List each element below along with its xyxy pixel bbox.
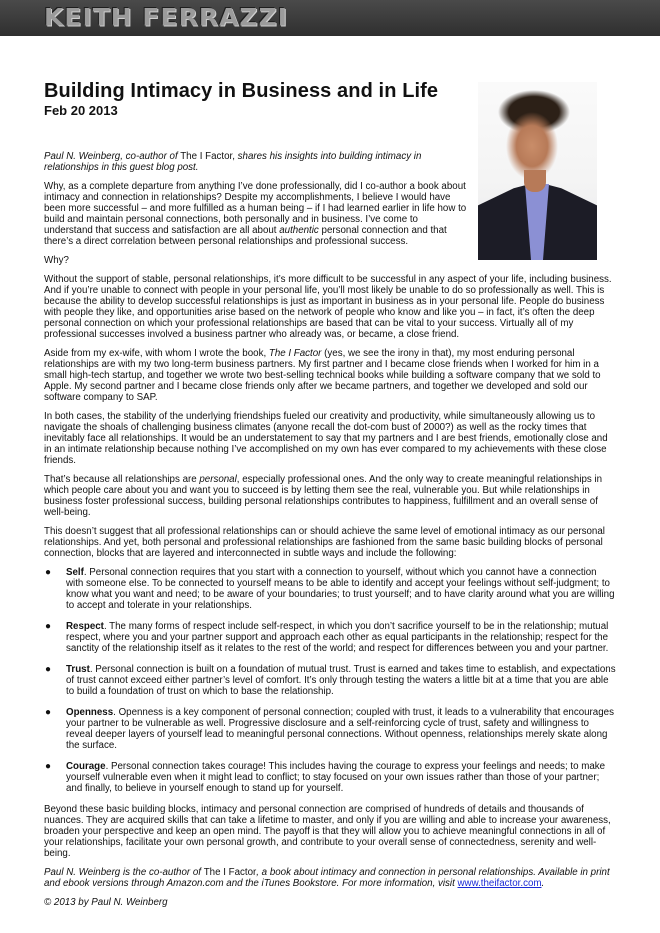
article-date: Feb 20 2013 xyxy=(44,103,118,118)
list-item-text: . The many forms of respect include self-respect, in which you don’t sacrifice yourself to be in the relationship; mutual respect, where you and your partner support and approach each other as equal participants in the relationship; respect for the sanctity of the relationship itself as it relates to the rest of the world; and respect for differences between you and your partner. xyxy=(66,621,609,654)
why-line: Why? xyxy=(44,255,69,266)
paragraph-1-text-b: personal connection and that there’s a direct correlation between personal relationships and professional success. xyxy=(44,225,447,247)
paragraph-7: Beyond these basic building blocks, intimacy and personal connection are comprised of hundreds of details and thousands of nuances. They are acquired skills that can take a lifetime to master, and only if you are willing and able to increase your awareness, broaden your perspective and keep an open mind. The payoff is that they will allow you to achieve meaningful connections in all of your relationships, facilitate your own personal growth, and contribute to your overall sense of connectedness, serenity and well-being. xyxy=(44,804,611,859)
building-blocks-list xyxy=(44,567,616,794)
paragraph-6: This doesn’t suggest that all professional relationships can or should achieve the same level of emotional intimacy as our personal relationships. And yet, both personal and professional relationships are fashioned from the same basic building blocks of personal connection, blocks that are layered and interconnected in subtle ways and include the following: xyxy=(44,526,605,559)
paragraph-4: In both cases, the stability of the underlying friendships fueled our creativity and productivity, while simultaneously allowing us to navigate the shoals of challenging business climates (anyone recall the dot-com bust of 2000?) as well as the rocky times that inevitably face all relationships. It would be an understatement to say that my partners and I are best friends, emotionally close and in an intimate relationship because nothing I’ve accomplished on my own has ever compared to my achievements with these close friends. xyxy=(44,411,608,466)
paragraph-3-text-b: (yes, we see the irony in that), my most enduring personal relationships are with my two long-term business partners. My first partner and I became close friends when I worked for him in a small high-tech startup, and together we wrote two best-selling technical books while building a software company that we sold to Apple. My second partner and I became close friends only after we became partners, and together we developed and sold our software company to SAP. xyxy=(44,348,601,403)
intro-book: The I Factor, xyxy=(177,151,235,162)
author-bio xyxy=(44,867,616,889)
list-item-text: . Openness is a key component of personal connection; coupled with trust, it leads to a vulnerability that encourages your partner to be vulnerable as well. Progressive disclosure and a self-reinforcing cycle of trust, safety and willingness to reveal deeper layers of yourself lead to meaningful personal connections. Without openness, relationships merely skate along the surface. xyxy=(66,707,614,751)
bullet-icon: ● xyxy=(45,567,52,578)
photo-neck xyxy=(524,170,546,192)
intro-rest: shares his insights into building intimacy in relationships in this guest blog post. xyxy=(44,151,422,173)
list-item xyxy=(44,621,616,654)
site-logo[interactable]: KEITH FERRAZZI xyxy=(44,3,288,32)
site-header xyxy=(0,0,660,36)
copyright-notice: © 2013 by Paul N. Weinberg xyxy=(44,897,168,908)
bullet-icon: ● xyxy=(45,761,52,772)
list-item xyxy=(44,664,616,697)
paragraph-5-text-a: That’s because all relationships are xyxy=(44,474,200,485)
list-item-text: . Personal connection is built on a foundation of mutual trust. Trust is earned and takes time to establish, and expectations of trust cannot exceed either partner’s level of comfort. It’s only through testing the waters a little bit at a time that you are able to build a foundation of trust on which to base the relationship. xyxy=(66,664,616,697)
list-item-term: Self xyxy=(66,567,84,578)
list-item xyxy=(44,567,616,611)
bio-text-b: , a book about intimacy and connection in personal relationships. Available in print and ebook versions through Amazon.com and the iTunes Bookstore. For more information, visit xyxy=(44,867,610,889)
bio-text-a: Paul N. Weinberg is the co-author of xyxy=(44,867,204,878)
bullet-icon: ● xyxy=(45,664,52,675)
list-item xyxy=(44,761,616,794)
intro-paragraph xyxy=(44,151,469,173)
paragraph-1 xyxy=(44,181,469,247)
bullet-icon: ● xyxy=(45,707,52,718)
list-item-term: Trust xyxy=(66,664,90,675)
list-item-term: Courage xyxy=(66,761,106,772)
paragraph-3-text-a: Aside from my ex-wife, with whom I wrote the book, xyxy=(44,348,269,359)
bio-book: The I Factor xyxy=(203,867,257,878)
paragraph-5-emphasis: personal xyxy=(199,474,237,485)
paragraph-3-emphasis: The I Factor xyxy=(268,348,322,359)
website-link[interactable]: www.theifactor.com xyxy=(457,878,542,889)
intro-author: Paul N. Weinberg, co-author of xyxy=(44,151,178,162)
paragraph-5 xyxy=(44,474,616,518)
title-block xyxy=(44,80,469,266)
bullet-icon: ● xyxy=(45,621,52,632)
article-title: Building Intimacy in Business and in Life xyxy=(44,80,439,102)
bio-text-c: . xyxy=(541,878,545,889)
list-item-term: Openness xyxy=(66,707,114,718)
paragraph-2: Without the support of stable, personal relationships, it’s more difficult to be successful in any aspect of your life, including business. And if you’re unable to connect with people in your personal life, you’ll most likely be unable to do so professionally as well. This is because the ability to develop successful relationships is just as important in business as in your personal life. People do business with people they like, and opportunities arise based on the network of people who know and like you – in fact, it’s often the deep personal connection on which your professional relationships are based that can be vital to your success. Virtually all of my professional successes involved a business partner who already was, or became, a close friend. xyxy=(44,274,612,340)
list-item-term: Respect xyxy=(66,621,104,632)
paragraph-3 xyxy=(44,348,616,403)
article xyxy=(44,80,616,908)
paragraph-5-text-b: , especially professional ones. And the only way to create meaningful relationships in which people care about you and want you to succeed is by letting them see the real, vulnerable you. But while relationships in business foster professional success, building personal relationships contributes to happiness, fulfillment and an overall sense of well-being. xyxy=(44,474,603,518)
author-photo xyxy=(478,82,597,260)
list-item-text: . Personal connection requires that you start with a connection to yourself, without which you cannot have a connection with someone else. To be connected to yourself means to be able to identify and accept your feelings without self-judgment; to know what you want and need; to be aware of your boundaries; to trust yourself; and to have clarity around what you are willing to accept and tolerate in your relationships. xyxy=(66,567,615,611)
list-item-text: . Personal connection takes courage! This includes having the courage to express your feelings and needs; to make yourself vulnerable even when it might lead to conflict; to stay focused on your own issues rather than those of your partner; and finally, to believe in yourself enough to stand up for yourself. xyxy=(66,761,606,794)
paragraph-1-emphasis: authentic xyxy=(279,225,319,236)
paragraph-1-text-a: Why, as a complete departure from anything I’ve done professionally, did I co-author a book about intimacy and connection in relationships? Despite my accomplishments, I believe I would have been more successful – and more fulfilled as a human being – if I had learned earlier in life how to build and maintain personal connections, both personally and in business. I’ve come to understand that success and satisfaction are all about xyxy=(44,181,467,236)
list-item xyxy=(44,707,616,751)
